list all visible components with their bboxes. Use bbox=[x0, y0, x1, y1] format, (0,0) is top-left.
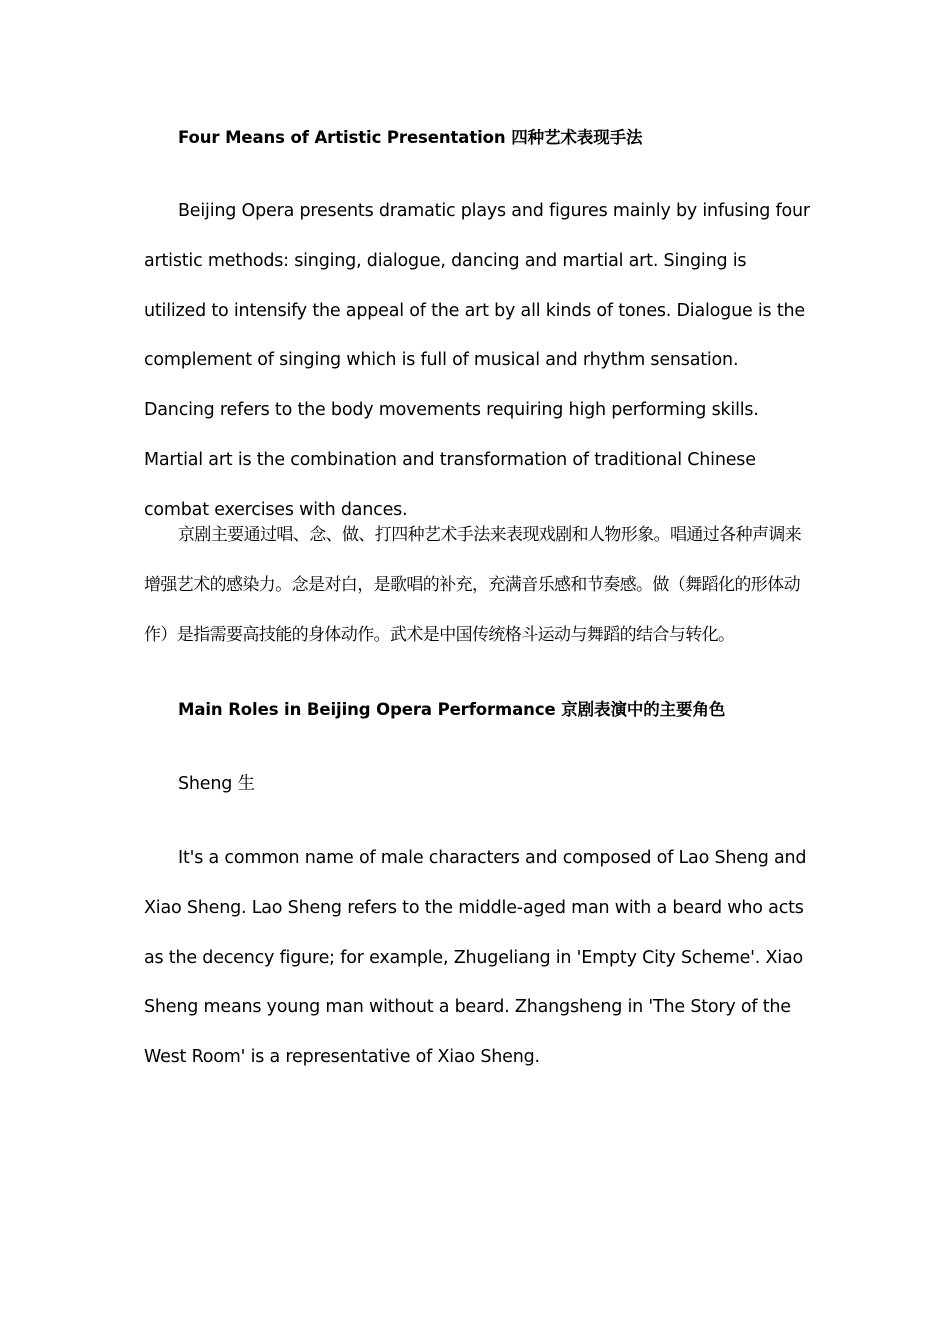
section-heading-artistic-presentation: Four Means of Artistic Presentation 四种艺术表现手法 bbox=[178, 128, 643, 147]
section-heading-main-roles: Main Roles in Beijing Opera Performance 京剧表演中的主要角色 bbox=[178, 700, 726, 719]
paragraph-sheng-description: It's a common name of male characters and composed of Lao Sheng and Xiao Sheng. Lao Sheng refers to the middle-aged man with a beard who acts as the decency figure; for example, Zhugeliang in 'Empty City Scheme'. Xiao Sheng means young man without a beard. Zhangsheng in 'The Story of the West Room' is a representative of Xiao Sheng. bbox=[144, 848, 807, 1068]
paragraph-four-methods-en: Beijing Opera presents dramatic plays and figures mainly by infusing four artistic methods: singing, dialogue, dancing and martial art. Singing is utilized to intensify the appeal of the art by all kinds of tones. Dialogue is the complement of singing which is full of musical and rhythm sensation. Dancing refers to the body movements requiring high performing skills. Martial art is the combination and transformation of traditional Chinese combat exercises with dances. bbox=[144, 201, 810, 520]
paragraph-four-methods-zh: 京剧主要通过唱、念、做、打四种艺术手法来表现戏剧和人物形象。唱通过各种声调来增强艺术的感染力。念是对白，是歌唱的补充，充满音乐感和节奏感。做（舞蹈化的形体动作）是指需要高技能的身体动作。武术是中国传统格斗运动与舞蹈的结合与转化。 bbox=[144, 525, 802, 645]
subheading-sheng: Sheng 生 bbox=[178, 774, 255, 794]
